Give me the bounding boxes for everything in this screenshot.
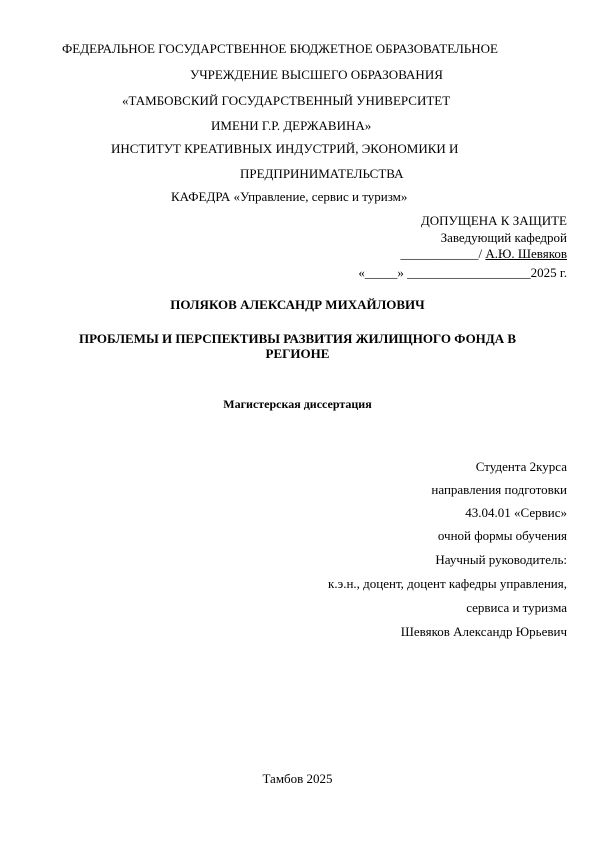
header-line-derzhavin: ИМЕНИ Г.Р. ДЕРЖАВИНА» (211, 118, 372, 133)
supervisor-name: Шевяков Александр Юрьевич (400, 624, 567, 639)
approval-signature (401, 246, 568, 261)
author-name: ПОЛЯКОВ АЛЕКСАНДР МИХАЙЛОВИЧ (170, 297, 425, 312)
header-line-institute: ИНСТИТУТ КРЕАТИВНЫХ ИНДУСТРИЙ, ЭКОНОМИКИ И (111, 141, 459, 156)
approval-role: Заведующий кафедрой (440, 230, 567, 245)
header-line-department: КАФЕДРА «Управление, сервис и туризм» (171, 189, 408, 204)
thesis-title-line2: РЕГИОНЕ (265, 346, 330, 361)
supervisor-label: Научный руководитель: (435, 552, 567, 567)
student-direction-code: 43.04.01 «Сервис» (465, 505, 567, 520)
head-of-department-name: А.Ю. Шевяков (485, 246, 567, 261)
student-study-form: очной формы обучения (437, 528, 567, 543)
footer-city-year: Тамбов 2025 (262, 771, 333, 786)
supervisor-degree: к.э.н., доцент, доцент кафедры управления, (328, 576, 567, 591)
student-direction-label: направления подготовки (431, 482, 567, 497)
student-course: Студента 2курса (475, 459, 567, 474)
supervisor-department: сервиса и туризма (466, 600, 567, 615)
thesis-title-line1: ПРОБЛЕМЫ И ПЕРСПЕКТИВЫ РАЗВИТИЯ ЖИЛИЩНОГО ФОНДА В (78, 331, 517, 346)
approval-title: ДОПУЩЕНА К ЗАЩИТЕ (420, 213, 567, 228)
approval-date: «_____» ___________________2025 г. (358, 265, 567, 280)
header-line-institution: УЧРЕЖДЕНИЕ ВЫСШЕГО ОБРАЗОВАНИЯ (190, 67, 443, 82)
signature-blank: ____________ (400, 246, 479, 261)
signature-separator: / (478, 246, 486, 261)
header-line-university: «ТАМБОВСКИЙ ГОСУДАРСТВЕННЫЙ УНИВЕРСИТЕТ (122, 93, 451, 108)
header-line-entrepreneurship: ПРЕДПРИНИМАТЕЛЬСТВА (240, 166, 404, 181)
work-type: Магистерская диссертация (223, 397, 372, 411)
header-line-federal: ФЕДЕРАЛЬНОЕ ГОСУДАРСТВЕННОЕ БЮДЖЕТНОЕ ОБРАЗОВАТЕЛЬНОЕ (62, 41, 498, 56)
